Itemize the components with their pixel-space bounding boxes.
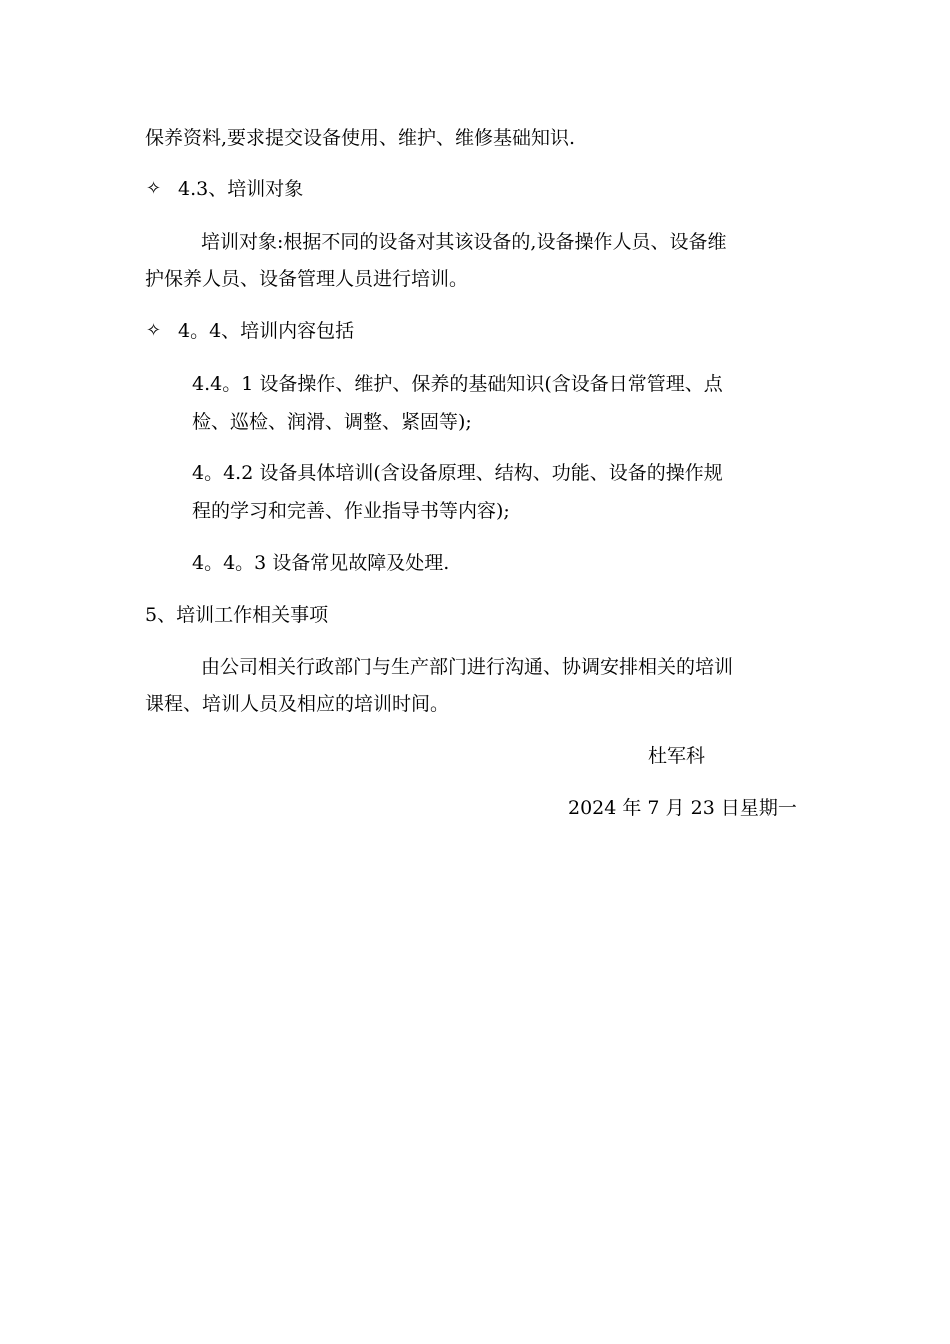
paragraph-line: 保养资料,要求提交设备使用、维护、维修基础知识. <box>145 127 576 149</box>
list-item-4-4-1: 4.4。1 设备操作、维护、保养的基础知识(含设备日常管理、点 <box>192 373 723 395</box>
signature-name: 杜军科 <box>648 745 706 767</box>
paragraph-line: 由公司相关行政部门与生产部门进行沟通、协调安排相关的培训 <box>201 656 734 678</box>
section-heading-5: 5、培训工作相关事项 <box>145 604 329 626</box>
section-heading-4-3: 4.3、培训对象 <box>178 178 304 200</box>
paragraph-line: 课程、培训人员及相应的培训时间。 <box>145 693 450 715</box>
diamond-bullet-icon: ✧ <box>146 178 162 199</box>
list-item-4-4-2: 4。4.2 设备具体培训(含设备原理、结构、功能、设备的操作规 <box>192 462 723 484</box>
diamond-bullet-icon: ✧ <box>146 320 162 341</box>
section-heading-4-4: 4。4、培训内容包括 <box>178 320 355 342</box>
list-item-4-4-3: 4。4。3 设备常见故障及处理. <box>192 552 450 574</box>
list-item-4-4-1-cont: 检、巡检、润滑、调整、紧固等); <box>192 411 472 433</box>
list-item-4-4-2-cont: 程的学习和完善、作业指导书等内容); <box>192 500 510 522</box>
signature-date: 2024 年 7 月 23 日星期一 <box>568 797 797 819</box>
paragraph-line: 培训对象:根据不同的设备对其该设备的,设备操作人员、设备维 <box>201 231 727 253</box>
paragraph-line: 护保养人员、设备管理人员进行培训。 <box>145 268 469 290</box>
